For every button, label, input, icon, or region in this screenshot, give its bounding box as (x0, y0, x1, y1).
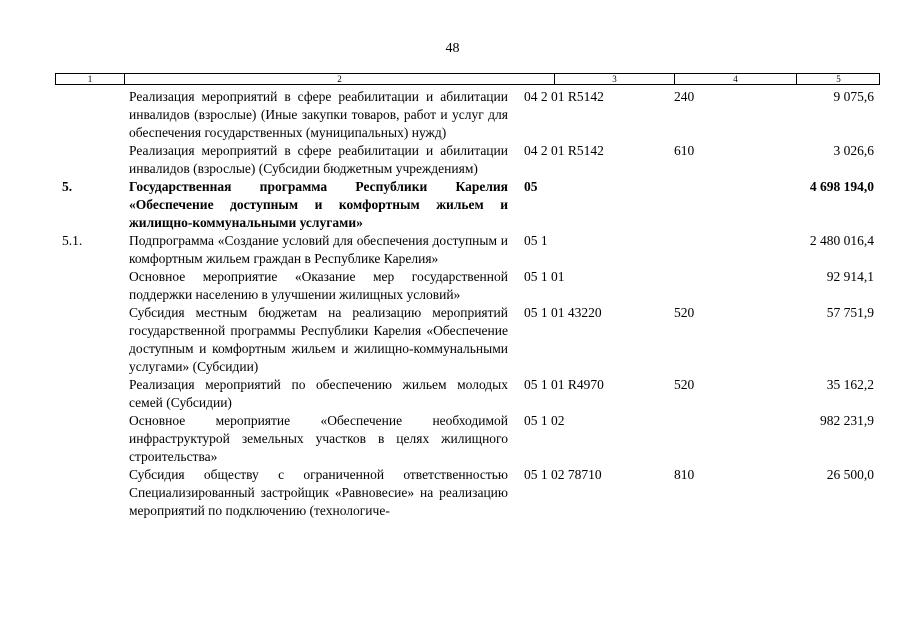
row-expense-kind: 240 (674, 89, 695, 104)
row-expense-kind: 810 (674, 467, 695, 482)
row-name: Основное мероприятие «Обеспечение необходимой инфраструктурой земельных участков в целях жилищного строительства» (129, 413, 508, 464)
page-number: 48 (445, 41, 460, 56)
row-code: 04 2 01 R5142 (524, 89, 604, 104)
table-row (55, 232, 880, 268)
row-number: 5. (62, 179, 73, 194)
row-sum: 9 075,6 (833, 89, 874, 104)
row-code: 05 1 01 (524, 269, 565, 284)
table-row (55, 88, 880, 142)
row-expense-kind: 520 (674, 377, 695, 392)
row-code: 05 1 01 R4970 (524, 377, 604, 392)
row-sum: 26 500,0 (826, 467, 874, 482)
column-header-1: 1 (87, 74, 93, 84)
row-name: Субсидия обществу с ограниченной ответственностью Специализированный застройщик «Равновесие» на реализацию мероприятий по подключению (технологиче- (129, 467, 508, 518)
row-code: 05 1 01 43220 (524, 305, 602, 320)
row-code: 05 1 (524, 233, 548, 248)
row-sum: 4 698 194,0 (809, 179, 874, 194)
row-expense-kind: 610 (674, 143, 695, 158)
row-sum: 3 026,6 (833, 143, 874, 158)
row-code: 05 1 02 (524, 413, 565, 428)
row-name: Основное мероприятие «Оказание мер государственной поддержки населению в улучшении жилищных условий» (129, 269, 508, 302)
row-number: 5.1. (62, 233, 83, 248)
table-header-row (55, 73, 880, 85)
row-name: Реализация мероприятий в сфере реабилитации и абилитации инвалидов (взрослые) (Иные закупки товаров, работ и услуг для обеспечения государственных (муниципальных) нужд) (129, 89, 508, 140)
column-header-3: 3 (554, 74, 674, 84)
column-header-2: 2 (124, 74, 554, 84)
table-row (55, 412, 880, 466)
row-sum: 2 480 016,4 (809, 233, 874, 248)
row-name: Субсидия местным бюджетам на реализацию мероприятий государственной программы Республики Карелия «Обеспечение доступным и комфортным жильем и жилищно-коммунальными услугами» (Субсидии) (129, 305, 508, 374)
row-sum: 92 914,1 (826, 269, 874, 284)
table-row (55, 304, 880, 376)
table-body (55, 88, 880, 520)
table-row-program (55, 178, 880, 232)
table-row (55, 376, 880, 412)
row-expense-kind: 520 (674, 305, 695, 320)
column-header-5: 5 (796, 74, 880, 84)
row-name: Подпрограмма «Создание условий для обеспечения доступным и комфортным жильем граждан в Республике Карелия» (129, 233, 508, 266)
table-row (55, 268, 880, 304)
row-name: Государственная программа Республики Карелия «Обеспечение доступным и комфортным жильем и жилищно-коммунальными услугами» (129, 179, 508, 230)
row-code: 04 2 01 R5142 (524, 143, 604, 158)
row-sum: 35 162,2 (826, 377, 874, 392)
row-name: Реализация мероприятий по обеспечению жильем молодых семей (Субсидии) (129, 377, 508, 410)
row-code: 05 (524, 179, 538, 194)
table-row (55, 466, 880, 520)
row-code: 05 1 02 78710 (524, 467, 602, 482)
row-name: Реализация мероприятий в сфере реабилитации и абилитации инвалидов (взрослые) (Субсидии бюджетным учреждениям) (129, 143, 508, 176)
row-sum: 57 751,9 (826, 305, 874, 320)
table-row (55, 142, 880, 178)
column-header-4: 4 (674, 74, 796, 84)
row-sum: 982 231,9 (820, 413, 874, 428)
